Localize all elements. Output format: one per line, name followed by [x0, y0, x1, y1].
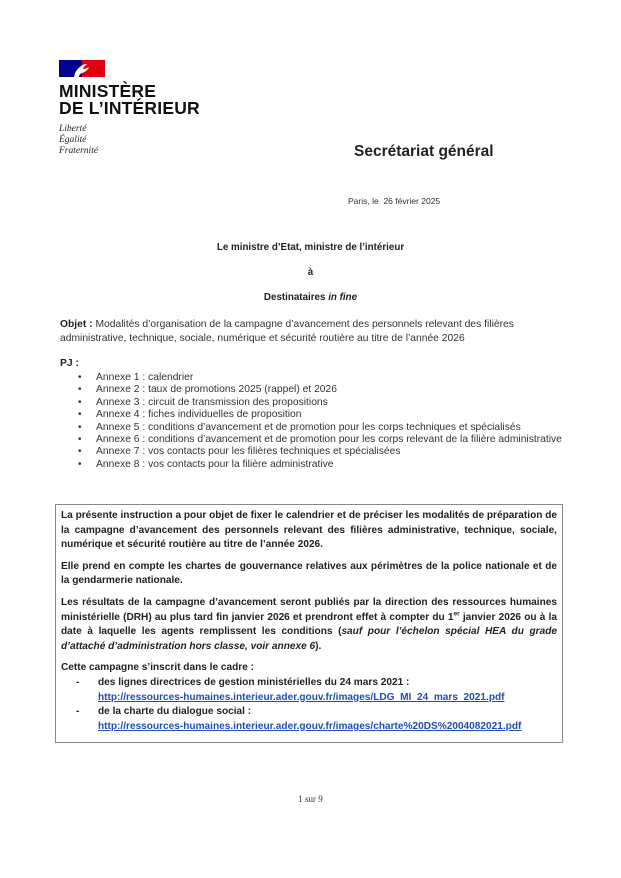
- subject-label: Objet :: [60, 319, 93, 330]
- recipients-italic: in fine: [328, 292, 358, 303]
- ministry-line1: MINISTÈRE: [59, 81, 157, 101]
- p3-part-b: janvier 2026 ou à la date à laquelle les agents remplissent les conditions (: [61, 611, 557, 638]
- motto-egalite: Égalité: [59, 135, 87, 145]
- p3-part-c: ).: [315, 640, 322, 652]
- list-item: [61, 705, 557, 734]
- attachments-label: PJ :: [60, 358, 79, 369]
- p3-part-a: Les résultats de la campagne d’avancement seront publiés par la direction des ressources humaines ministérielle (DRH) au plus tard fin janvier 2026 et prendront effet à compter du 1: [61, 596, 557, 623]
- date-value: 26 février 2025: [383, 196, 441, 206]
- summary-paragraph-3: [61, 596, 557, 654]
- framework-item-text: - de la charte du dialogue social :: [98, 706, 252, 718]
- list-item: [61, 676, 557, 705]
- to-word: à: [307, 267, 314, 278]
- ministry-name: [59, 83, 209, 117]
- framework-list: [61, 676, 557, 734]
- letter-date: [348, 196, 440, 206]
- marianne-flag-icon: [59, 60, 105, 77]
- republic-motto: [59, 124, 209, 157]
- list-item: • Annexe 8 : vos contacts pour la filière administrative: [78, 459, 568, 471]
- sender: Le ministre d’Etat, ministre de l’intérieur: [216, 242, 405, 253]
- page-number: 1 sur 9: [298, 794, 323, 804]
- list-item: • Annexe 1 : calendrier: [78, 372, 568, 384]
- ministry-logo: [59, 60, 209, 157]
- ministry-line2: DE L’INTÉRIEUR: [59, 98, 200, 118]
- framework-intro: Cette campagne s’inscrit dans le cadre :: [61, 662, 254, 674]
- charte-pdf-link[interactable]: http://ressources-humaines.interieur.ader.gouv.fr/images/charte%20DS%2004082021.pdf: [98, 720, 522, 732]
- framework-item-text: - des lignes directrices de gestion ministérielles du 24 mars 2021 :: [98, 676, 410, 688]
- summary-paragraph-1: La présente instruction a pour objet de fixer le calendrier et de préciser les modalités de préparation de la campagne d’avancement des personnels relevant des filières administrative, technique, sociale, numérique et sécurité routière au titre de l’année 2026.: [61, 510, 557, 551]
- recipients-label: Destinataires: [263, 292, 326, 303]
- service-title: Secrétariat général: [354, 143, 494, 160]
- date-place: Paris, le: [348, 196, 379, 206]
- subject: [60, 318, 565, 346]
- list-item: • Annexe 6 : conditions d’avancement et de promotion pour les corps relevant de la filière administrative: [78, 434, 568, 446]
- motto-liberte: Liberté: [59, 124, 87, 134]
- motto-fraternite: Fraternité: [59, 146, 99, 156]
- list-item: • Annexe 2 : taux de promotions 2025 (rappel) et 2026: [78, 384, 568, 396]
- summary-box: [55, 504, 563, 743]
- recipients: [0, 292, 621, 303]
- p3-italic: sauf pour l’échelon spécial HEA du grade d’attaché d’administration hors classe, voir annexe 6: [61, 626, 557, 652]
- list-item: • Annexe 3 : circuit de transmission des propositions: [78, 397, 568, 409]
- list-item: • Annexe 7 : vos contacts pour les filières techniques et spécialisées: [78, 446, 568, 458]
- list-item: • Annexe 5 : conditions d’avancement et de promotion pour les corps techniques et spécialisés: [78, 422, 568, 434]
- p3-superscript: er: [453, 610, 460, 618]
- subject-text: Modalités d’organisation de la campagne d’avancement des personnels relevant des filières administrative, technique, sociale, numérique et sécurité routière au titre de l’année 2026: [60, 319, 514, 344]
- list-item: • Annexe 4 : fiches individuelles de proposition: [78, 409, 568, 421]
- attachments-list: [78, 372, 568, 471]
- ldg-pdf-link[interactable]: http://ressources-humaines.interieur.ader.gouv.fr/images/LDG_MI_24_mars_2021.pdf: [98, 691, 505, 703]
- summary-paragraph-2: Elle prend en compte les chartes de gouvernance relatives aux périmètres de la police nationale et de la gendarmerie nationale.: [61, 560, 557, 587]
